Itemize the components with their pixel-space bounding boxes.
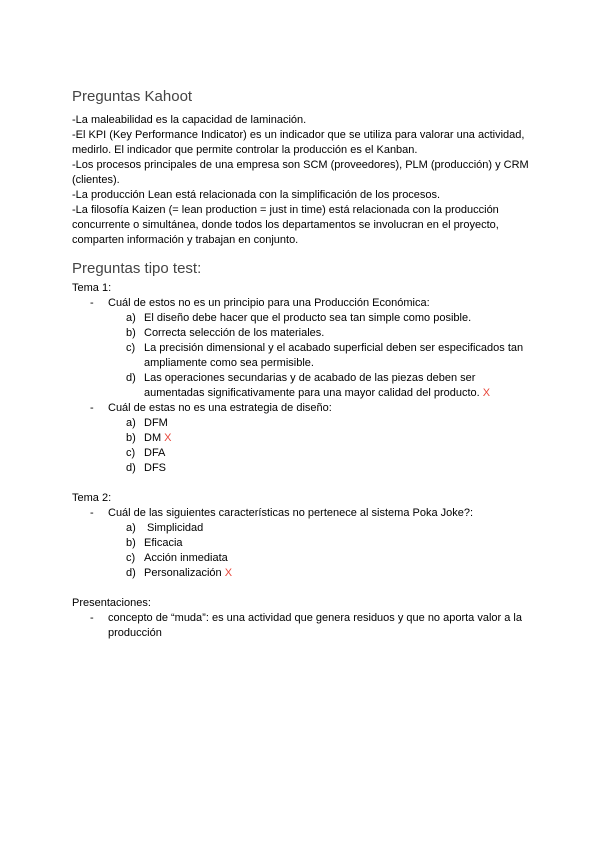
option-text: DFS	[144, 462, 166, 474]
tema1-label: Tema 1:	[72, 282, 112, 294]
option	[72, 446, 532, 461]
document-page	[72, 88, 532, 641]
kahoot-line: -La filosofía Kaizen (= lean production = just in time) está relacionada con la producción concurrente o simultánea, donde todos los departamentos se involucran en el proyecto, comparten información y trabajan en conjunto.	[72, 204, 499, 246]
option-letter: c)	[126, 342, 136, 354]
kahoot-line: -El KPI (Key Performance Indicator) es un indicador que se utiliza para valorar una actividad, medirlo. El indicador que permite controlar la producción es el Kanban.	[72, 129, 525, 156]
option-text: Correcta selección de los materiales.	[144, 327, 325, 339]
question-text: Cuál de estos no es un principio para una Producción Económica:	[108, 297, 430, 309]
wrong-mark: X	[164, 432, 172, 444]
option-text: DFA	[144, 447, 166, 459]
question-text: Cuál de las siguientes características no pertenece al sistema Poka Joke?:	[108, 507, 474, 519]
option	[72, 536, 532, 551]
option	[72, 461, 532, 476]
dash-bullet: -	[90, 507, 94, 519]
option	[72, 341, 532, 371]
option	[72, 311, 532, 326]
option-text: La precisión dimensional y el acabado superficial deben ser especificados tan ampliamente como sea permisible.	[144, 342, 524, 369]
option-letter: d)	[126, 462, 136, 474]
question	[72, 506, 532, 521]
question	[72, 296, 532, 311]
kahoot-line: -La producción Lean está relacionada con la simplificación de los procesos.	[72, 189, 441, 201]
option-text: Personalización	[144, 567, 222, 579]
dash-bullet: -	[90, 612, 94, 624]
item-text: concepto de “muda”: es una actividad que genera residuos y que no aporta valor a la producción	[108, 612, 522, 639]
option-letter: c)	[126, 447, 136, 459]
wrong-mark: X	[482, 387, 491, 399]
option-letter: a)	[126, 522, 136, 534]
option-text: Simplicidad	[147, 522, 204, 534]
presentaciones-label: Presentaciones:	[72, 597, 151, 609]
option-text: Eficacia	[144, 537, 183, 549]
option-text: DFM	[144, 417, 168, 429]
kahoot-line: -Los procesos principales de una empresa son SCM (proveedores), PLM (producción) y CRM (clientes).	[72, 159, 529, 186]
option	[72, 326, 532, 341]
dash-bullet: -	[90, 297, 94, 309]
option-letter: d)	[126, 372, 136, 384]
tema2-label: Tema 2:	[72, 492, 112, 504]
option	[72, 521, 532, 536]
test-heading: Preguntas tipo test:	[72, 260, 202, 277]
question	[72, 401, 532, 416]
option-letter: b)	[126, 537, 136, 549]
option-letter: d)	[126, 567, 136, 579]
option	[72, 566, 532, 581]
dash-bullet: -	[90, 402, 94, 414]
option	[72, 371, 532, 401]
option-letter: b)	[126, 327, 136, 339]
question-text: Cuál de estas no es una estrategia de diseño:	[108, 402, 332, 414]
option-letter: a)	[126, 312, 136, 324]
wrong-mark: X	[224, 567, 233, 579]
option-text: El diseño debe hacer que el producto sea tan simple como posible.	[144, 312, 472, 324]
option-letter: c)	[126, 552, 136, 564]
option	[72, 551, 532, 566]
option	[72, 416, 532, 431]
option-text: DM	[144, 432, 162, 444]
kahoot-line: -La maleabilidad es la capacidad de laminación.	[72, 114, 307, 126]
option-letter: b)	[126, 432, 136, 444]
option	[72, 431, 532, 446]
kahoot-heading: Preguntas Kahoot	[72, 88, 193, 105]
option-text: Las operaciones secundarias y de acabado de las piezas deben ser aumentadas significativamente para una mayor calidad del producto.	[144, 372, 480, 399]
list-item	[72, 611, 532, 641]
option-letter: a)	[126, 417, 136, 429]
option-text: Acción inmediata	[144, 552, 228, 564]
